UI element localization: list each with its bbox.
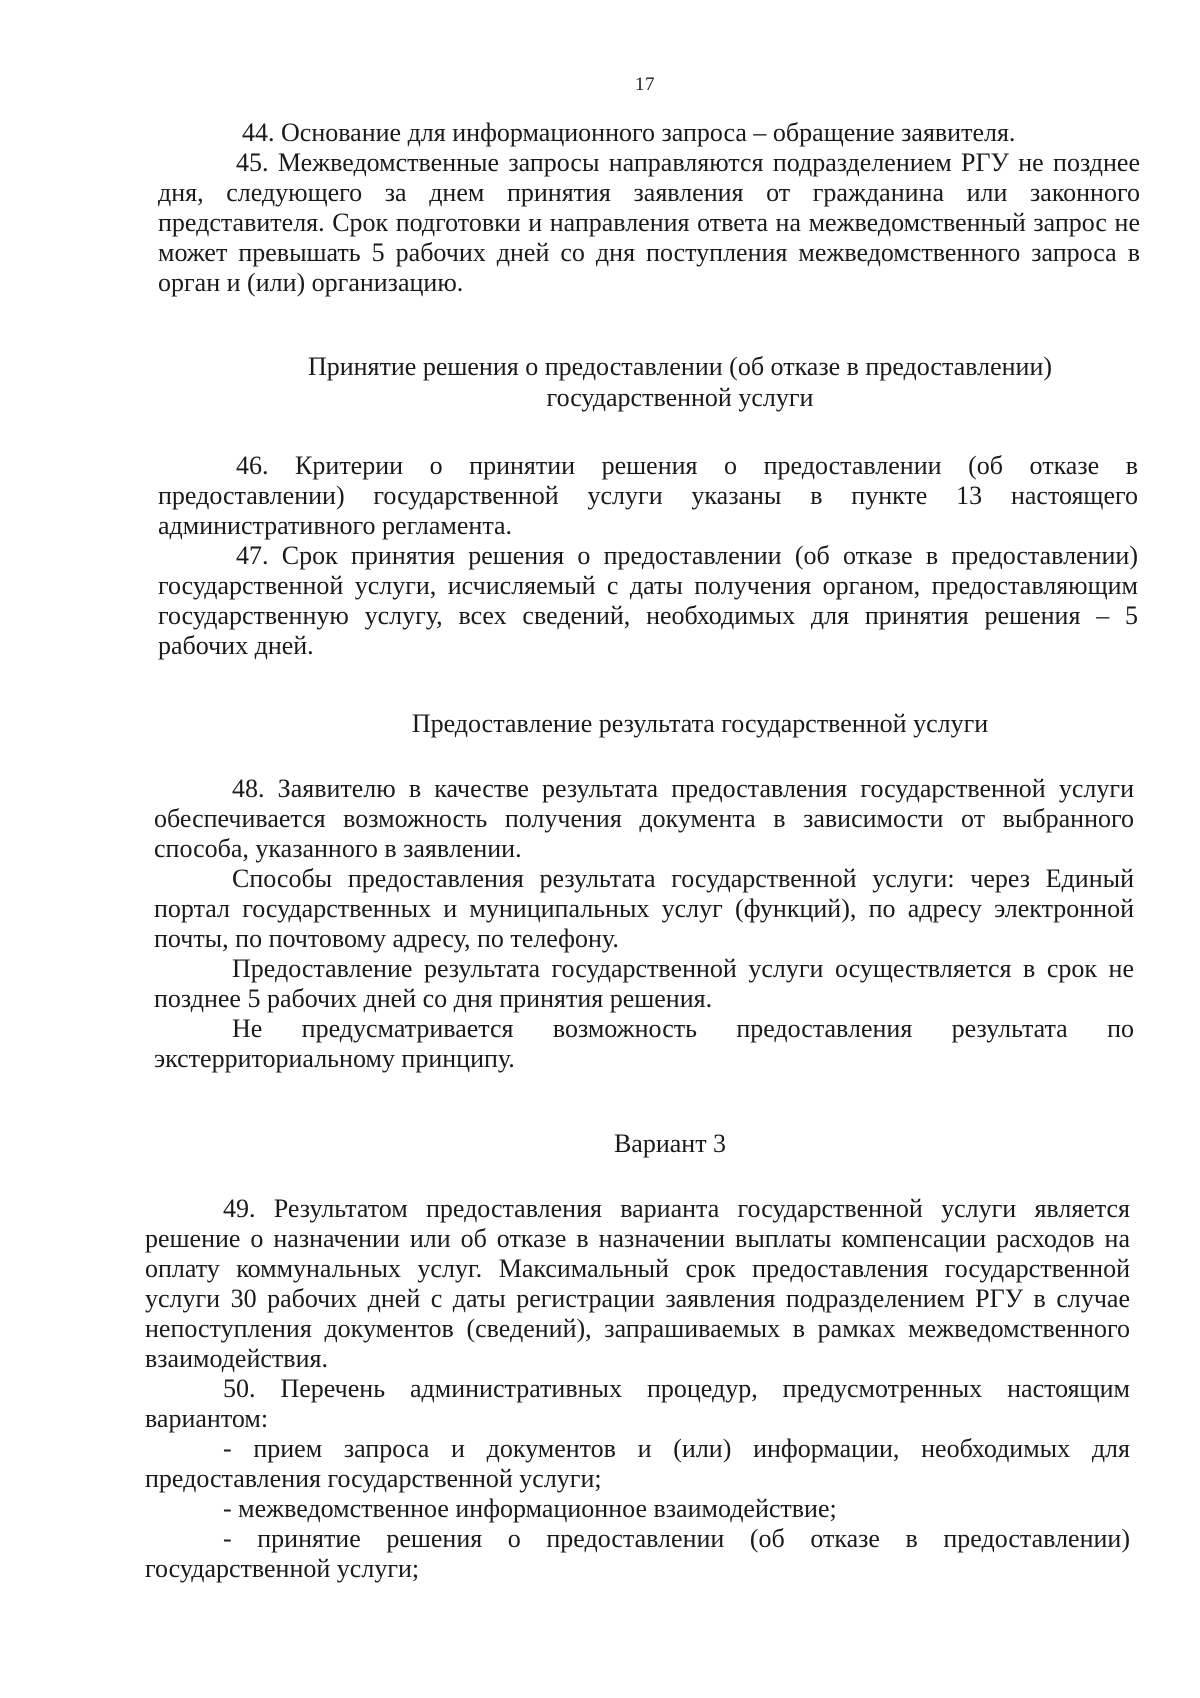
page-number: 17 (635, 74, 655, 95)
paragraph-45: 45. Межведомственные запросы направляются подразделением РГУ не позднее дня, следующего за днем принятия заявления от гражданина или законного представителя. Срок подготовки и направления ответа на межведомственный запрос не может превышать 5 рабочих дней со дня поступления межведомственного запроса в орган и (или) организацию. (158, 148, 1140, 297)
paragraph-50: 50. Перечень административных процедур, предусмотренных настоящим вариантом: (145, 1374, 1130, 1433)
paragraph-48-term: Предоставление результата государственной услуги осуществляется в срок не позднее 5 рабочих дней со дня принятия решения. (154, 954, 1134, 1013)
section-result-delivery (154, 774, 1134, 1074)
paragraph-48-extraterritorial: Не предусматривается возможность предоставления результата по экстерриториальному принципу. (154, 1014, 1134, 1073)
heading-result-delivery: Предоставление результата государственной услуги (411, 709, 989, 738)
paragraph-46: 46. Критерии о принятии решения о предоставлении (об отказе в предоставлении) государственной услуги указаны в пункте 13 настоящего административного регламента. (158, 451, 1138, 540)
heading-decision (230, 351, 1130, 413)
heading-decision-line-2: государственной услуги (546, 383, 814, 412)
heading-variant-3: Вариант 3 (613, 1129, 727, 1158)
section-variant-3 (145, 1194, 1130, 1584)
paragraph-47: 47. Срок принятия решения о предоставлении (об отказе в предоставлении) государственной услуги, исчисляемый с даты получения органом, предоставляющим государственную услугу, всех сведений, необходимых для принятия решения – 5 рабочих дней. (158, 541, 1138, 660)
paragraph-49: 49. Результатом предоставления варианта государственной услуги является решение о назначении или об отказе в назначении выплаты компенсации расходов на оплату коммунальных услуг. Максимальный срок предоставления государственной услуги 30 рабочих дней с даты регистрации заявления подразделением РГУ в случае непоступления документов (сведений), запрашиваемых в рамках межведомственного взаимодействия. (145, 1194, 1130, 1373)
procedure-item: - принятие решения о предоставлении (об отказе в предоставлении) государственной услуги; (145, 1524, 1130, 1583)
section-decision (158, 451, 1138, 661)
procedure-item: - межведомственное информационное взаимодействие; (223, 1494, 837, 1523)
procedure-item: - прием запроса и документов и (или) информации, необходимых для предоставления государственной услуги; (145, 1434, 1130, 1493)
paragraph-48: 48. Заявителю в качестве результата предоставления государственной услуги обеспечивается возможность получения документа в зависимости от выбранного способа, указанного в заявлении. (154, 774, 1134, 863)
paragraph-44: 44. Основание для информационного запроса – обращение заявителя. (242, 118, 1016, 147)
section-information-request (158, 118, 1140, 298)
paragraph-48-methods: Способы предоставления результата государственной услуги: через Единый портал государственных и муниципальных услуг (функций), по адресу электронной почты, по почтовому адресу, по телефону. (154, 864, 1134, 953)
heading-decision-line-1: Принятие решения о предоставлении (об отказе в предоставлении) (307, 352, 1053, 381)
